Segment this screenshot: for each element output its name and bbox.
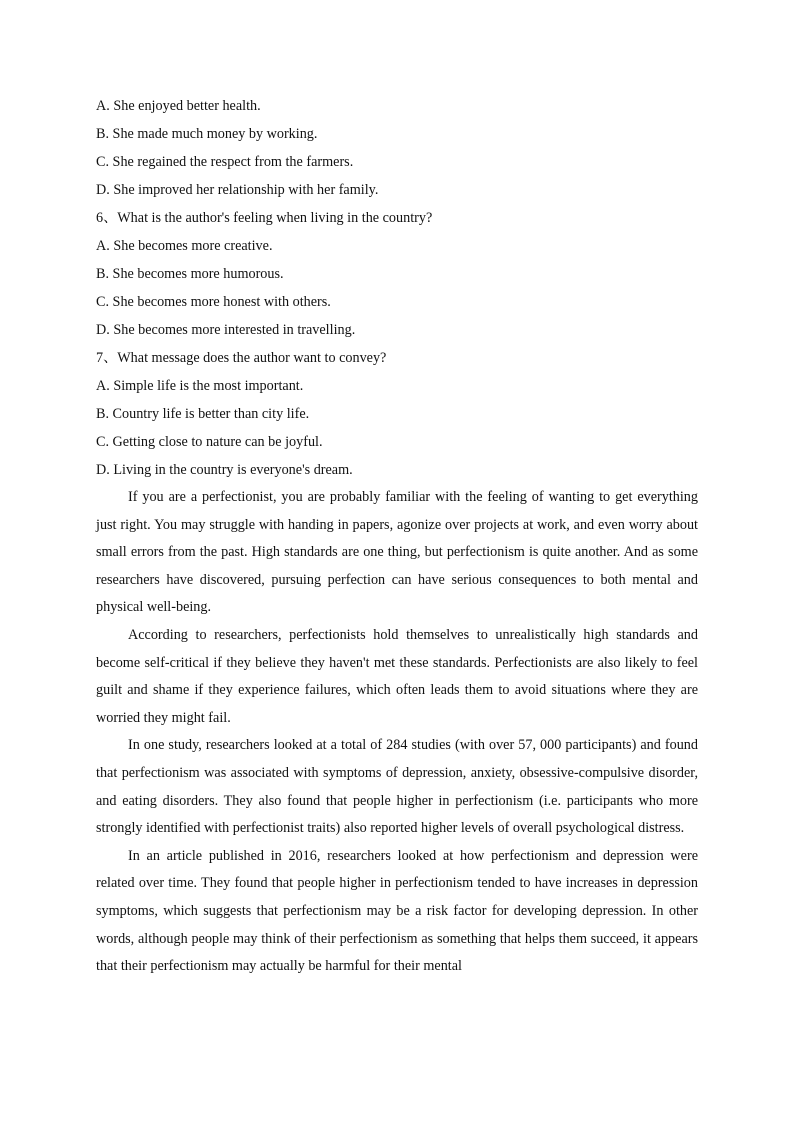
reading-passage: [96, 484, 698, 981]
passage-paragraph-4: In an article published in 2016, researchers looked at how perfectionism and depression were related over time. They found that people higher in perfectionism tended to have increases in depression symptoms, which suggests that perfectionism may be a risk factor for developing depression. In other words, although people may think of their perfectionism as something that helps them succeed, it appears that their perfectionism may actually be harmful for their mental: [96, 847, 698, 975]
question-5-options: [96, 92, 698, 204]
option-a: A. She enjoyed better health.: [96, 98, 261, 114]
passage-paragraph-2: According to researchers, perfectionists hold themselves to unrealistically high standards and become self-critical if they believe they haven't met these standards. Perfectionists are also likely to feel guilt and shame if they experience failures, which often leads them to avoid situations where they are worried they might fail.: [96, 626, 698, 726]
option-a: A. Simple life is the most important.: [96, 378, 304, 394]
passage-paragraph-1: If you are a perfectionist, you are probably familiar with the feeling of wanting to get everything just right. You may struggle with handing in papers, agonize over projects at work, and even worry about small errors from the past. High standards are one thing, but perfectionism is quite another. And as some researchers have discovered, pursuing perfection can have serious consequences to both mental and physical well-being.: [96, 489, 698, 616]
question-7: [96, 344, 698, 484]
option-b: B. She made much money by working.: [96, 126, 318, 142]
passage-paragraph-3: In one study, researchers looked at a total of 284 studies (with over 57, 000 participants) and found that perfectionism was associated with symptoms of depression, anxiety, obsessive-compulsive disorder, and eating disorders. They also found that people higher in perfectionism (i.e. participants who more strongly identified with perfectionist traits) also reported higher levels of overall psychological distress.: [96, 737, 698, 837]
question-7-text: 7、What message does the author want to convey?: [96, 350, 387, 366]
option-d: D. Living in the country is everyone's dream.: [96, 462, 353, 478]
option-a: A. She becomes more creative.: [96, 238, 273, 254]
option-c: C. She regained the respect from the farmers.: [96, 154, 354, 170]
option-c: C. Getting close to nature can be joyful.: [96, 434, 323, 450]
option-d: D. She improved her relationship with her family.: [96, 182, 379, 198]
option-b: B. Country life is better than city life.: [96, 406, 310, 422]
question-6-text: 6、What is the author's feeling when living in the country?: [96, 210, 433, 226]
option-b: B. She becomes more humorous.: [96, 266, 284, 282]
option-c: C. She becomes more honest with others.: [96, 294, 331, 310]
question-6: [96, 204, 698, 344]
document-page: [96, 92, 698, 981]
option-d: D. She becomes more interested in travelling.: [96, 322, 356, 338]
